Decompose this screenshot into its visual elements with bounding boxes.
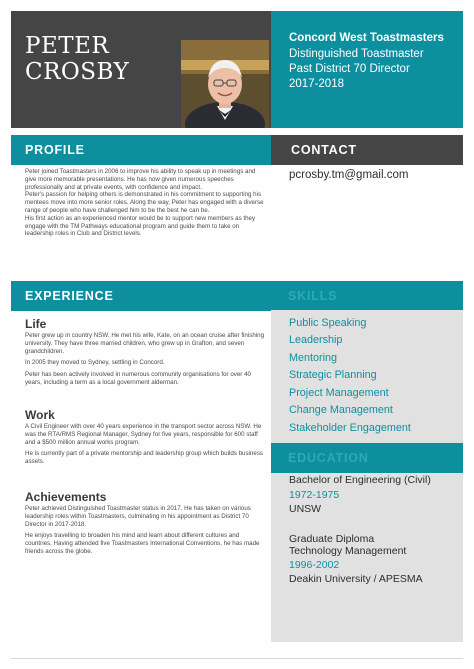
contact-section-bar bbox=[271, 135, 463, 165]
education-heading: EDUCATION bbox=[288, 451, 369, 465]
work-paragraph: A Civil Engineer with over 40 years experience in the transport sector across NSW. He was the RTA/RMS Regional Manager, Sydney for five years, responsible for 600 staff and a $500 million annual works program. bbox=[25, 423, 262, 446]
skill-item: Project Management bbox=[289, 387, 389, 399]
profile-paragraph: His first action as an experienced mentor would be to support new members as they engage with the TM Pathways educational program and guide them to take on leadership roles in Club and District levels. bbox=[25, 214, 256, 238]
skill-item: Stakeholder Engagement bbox=[289, 422, 411, 434]
work-text bbox=[25, 423, 265, 466]
life-paragraph: Peter has been actively involved in numerous community organisations for over 40 years, including a term as a local government alderman. bbox=[25, 371, 251, 386]
skill-item: Public Speaking bbox=[289, 317, 367, 329]
achievements-title: Achievements bbox=[25, 490, 107, 504]
education-years: 1996-2002 bbox=[289, 559, 340, 571]
skills-section-bar bbox=[271, 281, 463, 311]
profile-text bbox=[25, 168, 265, 238]
education-section-bar bbox=[271, 443, 463, 473]
award-title: Distinguished Toastmaster bbox=[289, 48, 424, 60]
skill-item: Mentoring bbox=[289, 352, 338, 364]
skill-item: Change Management bbox=[289, 404, 393, 416]
skill-item: Strategic Planning bbox=[289, 369, 377, 381]
achievements-paragraph: Peter achieved Distinguished Toastmaster status in 2017. He has taken on various leadership roles within Toastmasters, culminating in his appointment as District 70 Director in 2017-2018. bbox=[25, 505, 251, 528]
education-degree: Bachelor of Engineering (Civil) bbox=[289, 474, 431, 486]
skill-item: Leadership bbox=[289, 334, 343, 346]
achievements-paragraph: He enjoys travelling to broaden his mind and learn about different cultures and countries. Having attended five Toastmasters International Conventions, he has made friends across the globe. bbox=[25, 532, 260, 555]
experience-heading: EXPERIENCE bbox=[25, 289, 114, 303]
skills-heading: SKILLS bbox=[288, 289, 338, 303]
profile-section-bar bbox=[11, 135, 271, 165]
life-text bbox=[25, 332, 265, 387]
past-role: Past District 70 Director bbox=[289, 63, 410, 75]
education-institution: UNSW bbox=[289, 503, 322, 515]
person-name: PETER CROSBY bbox=[25, 33, 130, 85]
role-years: 2017-2018 bbox=[289, 78, 344, 90]
club-name: Concord West Toastmasters bbox=[289, 32, 444, 44]
contact-heading: CONTACT bbox=[291, 143, 357, 157]
education-institution: Deakin University / APESMA bbox=[289, 573, 423, 585]
education-degree: Graduate Diploma Technology Management bbox=[289, 533, 407, 557]
life-paragraph: Peter grew up in country NSW. He met his wife, Kate, on an ocean cruise after finishing university. They have three married children, who grew up in Grafton, and seven grandchildren. bbox=[25, 332, 265, 355]
work-title: Work bbox=[25, 408, 55, 422]
profile-heading: PROFILE bbox=[25, 143, 85, 157]
footer-divider bbox=[11, 658, 463, 659]
life-paragraph: In 2005 they moved to Sydney, settling in Concord. bbox=[25, 359, 165, 367]
work-paragraph: He is currently part of a private mentorship and leadership group which builds business assets. bbox=[25, 450, 264, 466]
education-years: 1972-1975 bbox=[289, 489, 340, 501]
profile-photo bbox=[181, 40, 269, 128]
achievements-text bbox=[25, 505, 265, 556]
profile-paragraph: Peter joined Toastmasters in 2006 to improve his ability to speak up in meetings and give more memorable presentations. He has now given numerous speeches professionally and at private events, with confidence and impact. bbox=[25, 168, 256, 191]
life-title: Life bbox=[25, 317, 47, 331]
contact-email[interactable]: pcrosby.tm@gmail.com bbox=[289, 169, 409, 181]
profile-paragraph: Peter's passion for helping others is demonstrated in his commitment to supporting his mentees move into more senior roles. Along the way, Peter has engaged with a diverse range of people who have challenged him to be the best he can be. bbox=[25, 191, 264, 214]
experience-section-bar bbox=[11, 281, 271, 311]
